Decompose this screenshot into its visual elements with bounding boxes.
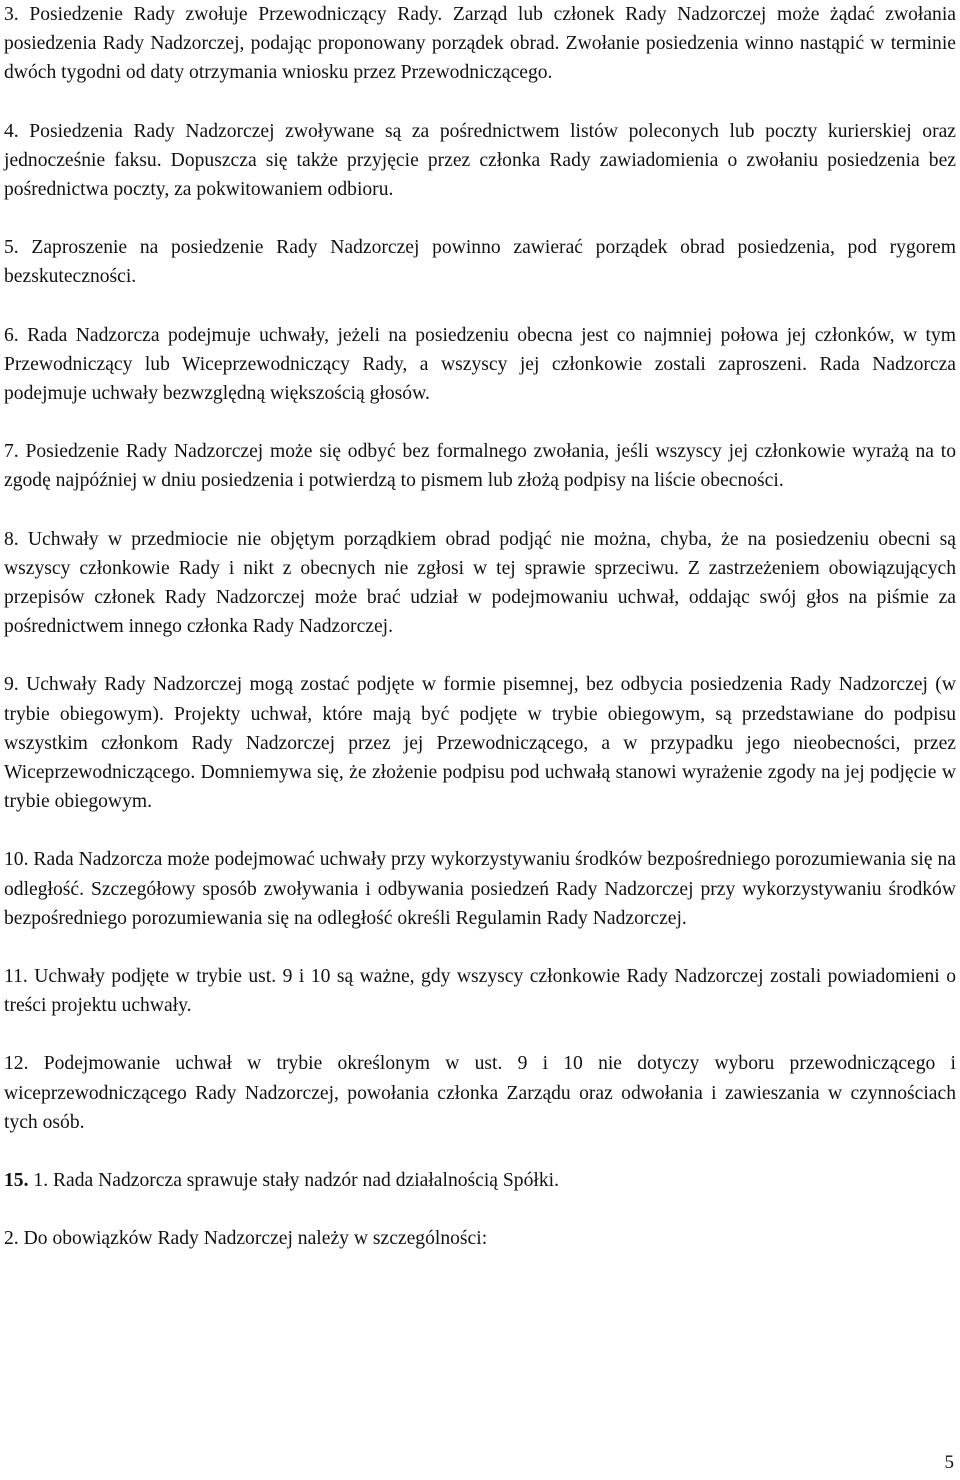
section-15-paragraph — [4, 1166, 956, 1195]
paragraph-10: 10. Rada Nadzorcza może podejmować uchwały przy wykorzystywaniu środków bezpośredniego porozumiewania się na odległość. Szczegółowy sposób zwoływania i odbywania posiedzeń Rady Nadzorczej przy wykorzystywaniu środków bezpośredniego porozumiewania się na odległość określi Regulamin Rady Nadzorczej. — [4, 849, 956, 929]
paragraph-8: 8. Uchwały w przedmiocie nie objętym porządkiem obrad podjąć nie można, chyba, że na posiedzeniu obecni są wszyscy członkowie Rady i nikt z obecnych nie zgłosi w tej sprawie sprzeciwu. Z zastrzeżeniem obowiązujących przepisów członek Rady Nadzorczej może brać udział w podejmowaniu uchwał, oddając swój głos na piśmie za pośrednictwem innego członka Rady Nadzorczej. — [4, 528, 956, 638]
section-number: 15. — [4, 1170, 29, 1192]
paragraph-9: 9. Uchwały Rady Nadzorczej mogą zostać podjęte w formie pisemnej, bez odbycia posiedzenia Rady Nadzorczej (w trybie obiegowym). Projekty uchwał, które mają być podjęte w trybie obiegowym, są przedstawiane do podpisu wszystkim członkom Rady Nadzorczej przez jej Przewodniczącego, a w przypadku jego nieobecności, przez Wiceprzewodniczącego. Domniemywa się, że złożenie podpisu pod uchwałą stanowi wyrażenie zgody na jej podjęcie w trybie obiegowym. — [4, 674, 956, 813]
page-number: 5 — [944, 1452, 954, 1473]
paragraph-3: 3. Posiedzenie Rady zwołuje Przewodniczący Rady. Zarząd lub członek Rady Nadzorczej może żądać zwołania posiedzenia Rady Nadzorczej, podając proponowany porządek obrad. Zwołanie posiedzenia winno nastąpić w terminie dwóch tygodni od daty otrzymania wniosku przez Przewodniczącego. — [4, 4, 956, 84]
paragraph-11: 11. Uchwały podjęte w trybie ust. 9 i 10 są ważne, gdy wszyscy członkowie Rady Nadzorczej zostali powiadomieni o treści projektu uchwały. — [4, 966, 956, 1017]
paragraph-6: 6. Rada Nadzorcza podejmuje uchwały, jeżeli na posiedzeniu obecna jest co najmniej połowa jej członków, w tym Przewodniczący lub Wiceprzewodniczący Rady, a wszyscy jej członkowie zostali zaproszeni. Rada Nadzorcza podejmuje uchwały bezwzględną większością głosów. — [4, 324, 956, 405]
document-page — [4, 0, 956, 1254]
paragraph-4: 4. Posiedzenia Rady Nadzorczej zwoływane są za pośrednictwem listów poleconych lub poczty kurierskiej oraz jednocześnie faksu. Dopuszcza się także przyjęcie przez członka Rady zawiadomienia o zwołaniu posiedzenia bez pośrednictwa poczty, za pokwitowaniem odbioru. — [4, 120, 956, 201]
paragraph-7: 7. Posiedzenie Rady Nadzorczej może się odbyć bez formalnego zwołania, jeśli wszyscy jej członkowie wyrażą na to zgodę najpóźniej w dniu posiedzenia i potwierdzą to pismem lub złożą podpisy na liście obecności. — [4, 441, 956, 492]
paragraph-5: 5. Zaproszenie na posiedzenie Rady Nadzorczej powinno zawierać porządek obrad posiedzenia, pod rygorem bezskuteczności. — [4, 237, 956, 288]
paragraph-12: 12. Podejmowanie uchwał w trybie określonym w ust. 9 i 10 nie dotyczy wyboru przewodniczącego i wiceprzewodniczącego Rady Nadzorczej, powołania członka Zarządu oraz odwołania i zawieszania w czynnościach tych osób. — [4, 1053, 956, 1133]
section-item-1: 1. Rada Nadzorcza sprawuje stały nadzór nad działalnością Spółki. — [28, 1170, 559, 1192]
section-item-2: 2. Do obowiązków Rady Nadzorczej należy w szczególności: — [4, 1228, 488, 1250]
